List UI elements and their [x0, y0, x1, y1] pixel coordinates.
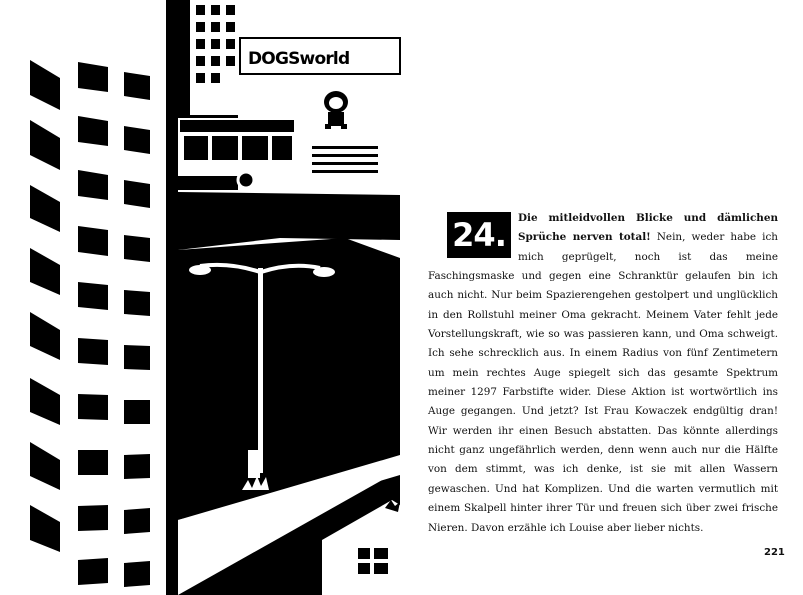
apartment-tower	[30, 0, 178, 595]
shop-sign-text: DOGSworld	[248, 49, 350, 69]
chapter-lead-sentence: Die mitleidvollen Blicke und dämlichen Sprüche nerven total!	[518, 212, 778, 244]
chapter-number-space	[428, 209, 518, 267]
chapter-paragraph: Nein, weder habe ich mich geprügelt, noch ist das meine Faschingsmaske und gegen eine Schranktür gelaufen bin ich auch nicht. Nur beim Spazierengehen gestolpert und unglücklich in den Rollstuhl meiner Oma gekracht. Meinem Vater fehlt jede Vorstellungskraft, wie so was passieren kann, und Oma schweigt. Ich sehe schrecklich aus. In einem Radius von fünf Zentimetern um mein rechtes Auge spiegelt sich das gesamte Spektrum meiner 1297 Farbstifte wider. Diese Aktion ist wortwörtlich ins Auge gegangen. Und jetzt? Ist Frau Kowaczek endgültig dran! Wir werden ihr einen Besuch abstatten. Das könnte allerdings nicht ganz ungefährlich werden, denn wenn auch nur die Hälfte von dem stimmt, was ich denke, ist sie mit allen Wassern gewaschen. Und hat Komplizen. Und die warten vermutlich mit einem Skalpell hinter ihrer Tür und freuen sich über zwei frische Nieren. Davon erzähle ich Louise aber lieber nichts.	[428, 231, 779, 534]
chapter-body-text	[428, 209, 778, 538]
chapter-number: 24.	[447, 212, 511, 258]
page-number: 221	[764, 547, 785, 558]
